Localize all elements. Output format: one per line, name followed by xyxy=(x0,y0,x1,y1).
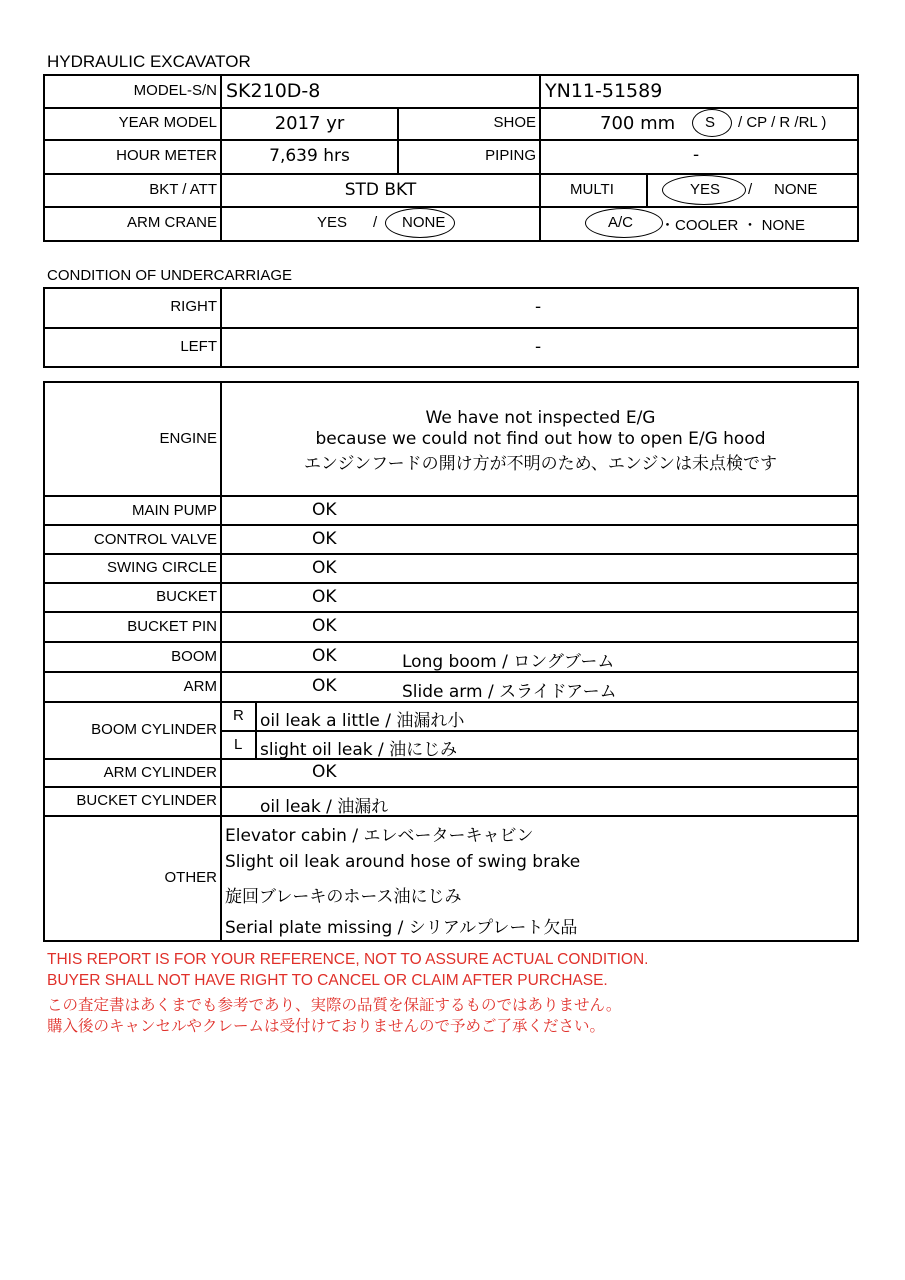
model-label: MODEL-S/N xyxy=(133,82,217,99)
arm-crane-none: NONE xyxy=(402,214,446,231)
year-value: 2017 yr xyxy=(274,113,345,134)
multi-separator: / xyxy=(748,181,753,198)
disclaimer-line-4: 購入後のキャンセルやクレームは受付けておりませんので予めご了承ください。 xyxy=(47,1018,606,1035)
left-value: - xyxy=(535,337,542,357)
arm-crane-separator: / xyxy=(373,214,378,231)
document-title: HYDRAULIC EXCAVATOR xyxy=(47,52,251,71)
multi-label: MULTI xyxy=(570,181,614,198)
shoe-value: 700 mm xyxy=(600,113,676,134)
model-value: SK210D-8 xyxy=(226,80,321,102)
hour-meter-label: HOUR METER xyxy=(116,147,217,164)
bucket-pin-label: BUCKET PIN xyxy=(127,618,217,635)
right-label: RIGHT xyxy=(170,298,217,315)
other-note-line-3: 旋回ブレーキのホース油にじみ xyxy=(225,887,462,907)
other-label: OTHER xyxy=(164,869,217,886)
piping-value: - xyxy=(693,145,700,165)
bkt-att-label: BKT / ATT xyxy=(149,181,217,198)
engine-note-line-2: because we could not find out how to open E/G hood xyxy=(315,429,766,449)
swing-circle-value: OK xyxy=(312,558,337,578)
bucket-cylinder-label: BUCKET CYLINDER xyxy=(76,792,217,809)
shoe-circle-mark xyxy=(692,109,732,137)
boom-value: OK xyxy=(312,646,337,666)
control-valve-label: CONTROL VALVE xyxy=(93,531,217,548)
arm-label: ARM xyxy=(183,678,217,695)
disclaimer-line-3: この査定書はあくまでも参考であり、実際の品質を保証するものではありません。 xyxy=(47,997,622,1014)
multi-yes: YES xyxy=(690,181,721,198)
arm-cylinder-label: ARM CYLINDER xyxy=(103,764,217,781)
ac-circle-mark xyxy=(585,208,663,238)
boom-cylinder-l-note: slight oil leak / 油にじみ xyxy=(260,740,458,760)
boom-cylinder-r: R xyxy=(233,707,244,724)
cooler-none-options: ・COOLER ・ NONE xyxy=(660,217,806,234)
multi-yes-circle-mark xyxy=(662,175,746,205)
other-note-line-1: Elevator cabin / エレベーターキャビン xyxy=(225,826,534,846)
swing-circle-label: SWING CIRCLE xyxy=(106,559,217,576)
control-valve-value: OK xyxy=(312,529,337,549)
main-pump-value: OK xyxy=(312,500,337,520)
disclaimer-line-1: THIS REPORT IS FOR YOUR REFERENCE, NOT TO ASSURE ACTUAL CONDITION. xyxy=(47,951,649,968)
arm-crane-none-circle-mark xyxy=(385,208,455,238)
shoe-label: SHOE xyxy=(493,114,536,131)
year-label: YEAR MODEL xyxy=(118,114,217,131)
boom-cylinder-r-note: oil leak a little / 油漏れ小 xyxy=(260,711,465,731)
main-pump-label: MAIN PUMP xyxy=(131,502,217,519)
left-label: LEFT xyxy=(180,338,217,355)
engine-note-line-3: エンジンフードの開け方が不明のため、エンジンは未点検です xyxy=(303,454,778,474)
bucket-label: BUCKET xyxy=(156,588,217,605)
bucket-value: OK xyxy=(312,587,337,607)
right-value: - xyxy=(535,297,542,317)
boom-note: Long boom / ロングブーム xyxy=(402,652,615,672)
ac-option: A/C xyxy=(608,214,634,231)
disclaimer-line-2: BUYER SHALL NOT HAVE RIGHT TO CANCEL OR CLAIM AFTER PURCHASE. xyxy=(47,972,608,989)
engine-label: ENGINE xyxy=(159,430,217,447)
boom-label: BOOM xyxy=(171,648,217,665)
multi-none: NONE xyxy=(774,181,818,198)
hour-meter-value: 7,639 hrs xyxy=(269,146,350,166)
other-note-line-4: Serial plate missing / シリアルプレート欠品 xyxy=(225,918,578,938)
arm-crane-yes: YES xyxy=(317,214,348,231)
arm-value: OK xyxy=(312,676,337,696)
arm-cylinder-value: OK xyxy=(312,762,337,782)
undercarriage-title: CONDITION OF UNDERCARRIAGE xyxy=(47,267,293,284)
serial-value: YN11-51589 xyxy=(545,80,663,102)
shoe-options: / CP / R /RL ) xyxy=(738,114,827,131)
arm-crane-label: ARM CRANE xyxy=(126,214,217,231)
arm-note: Slide arm / スライドアーム xyxy=(402,682,617,702)
other-note-line-2: Slight oil leak around hose of swing brake xyxy=(225,852,581,872)
boom-cylinder-label: BOOM CYLINDER xyxy=(91,721,217,738)
piping-label: PIPING xyxy=(485,147,536,164)
bkt-value: STD BKT xyxy=(344,180,417,200)
bucket-cylinder-value: oil leak / 油漏れ xyxy=(260,797,389,817)
shoe-option-s: S xyxy=(705,114,716,131)
boom-cylinder-l: L xyxy=(234,736,243,753)
engine-note-line-1: We have not inspected E/G xyxy=(425,408,656,428)
bucket-pin-value: OK xyxy=(312,616,337,636)
